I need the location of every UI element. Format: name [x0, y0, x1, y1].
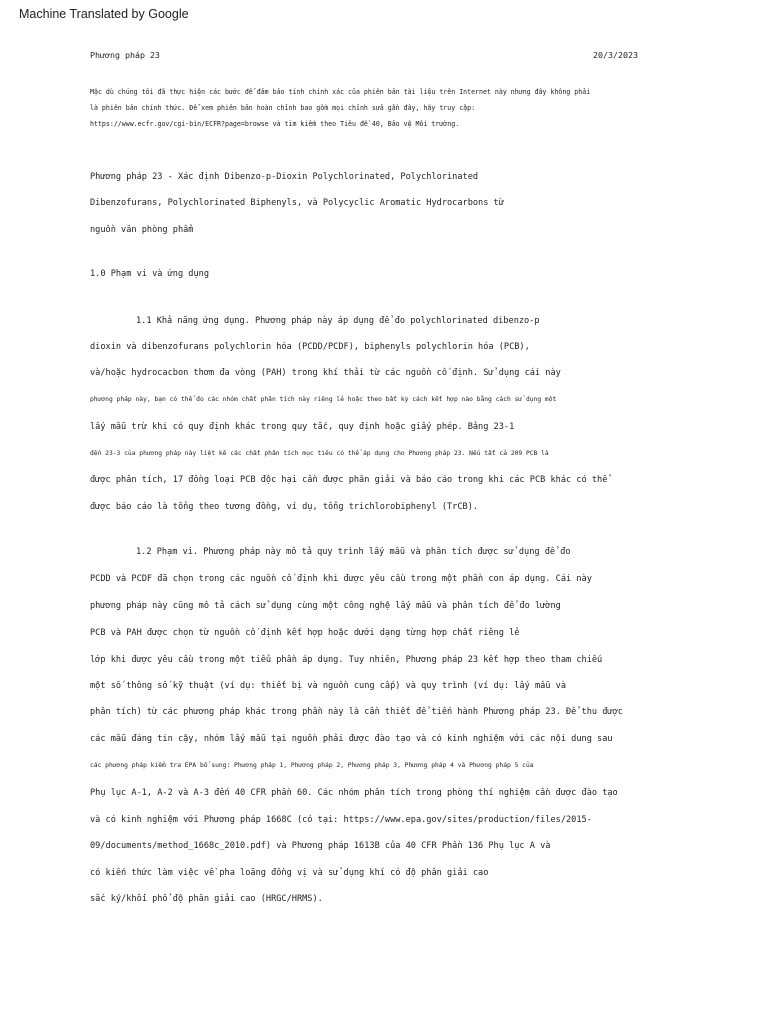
paragraph-line: sắc ký/khối phổ độ phân giải cao (HRGC/HRMS).: [90, 894, 323, 904]
paragraph-line: đến 23-3 của phương pháp này liệt kê các chất phân tích mục tiêu có thể áp dụng cho Phương pháp 23. Nếu tất cả 209 PCB là: [90, 450, 549, 457]
paragraph-line: 09/documents/method_1668c_2010.pdf) và Phương pháp 1613B của 40 CFR Phần 136 Phụ lục A và: [90, 841, 551, 851]
paragraph-line: và có kinh nghiệm với Phương pháp 1668C (có tại: https://www.epa.gov/sites/production/files/2015-: [90, 815, 592, 825]
paragraph-line: phân tích) từ các phương pháp khác trong phần này là cần thiết để tiến hành Phương pháp 23. Để thu được: [90, 707, 623, 717]
paragraph-line: lấy mẫu trừ khi có quy định khác trong quy tắc, quy định hoặc giấy phép. Bảng 23-1: [90, 422, 515, 432]
section-heading: 1.0 Phạm vi và ứng dụng: [90, 269, 209, 279]
paragraph-line: 1.2 Phạm vi. Phương pháp này mô tả quy trình lấy mẫu và phân tích được sử dụng để đo: [136, 547, 571, 557]
header-method-title: Phương pháp 23: [90, 50, 160, 60]
paragraph-line: các phương pháp kiểm tra EPA bổ sung: Phương pháp 1, Phương pháp 2, Phương pháp 3, Phương pháp 4 và Phương pháp 5 của: [90, 762, 534, 769]
paragraph-line: một số thông số kỹ thuật (ví dụ: thiết bị và nguồn cung cấp) và quy trình (ví dụ: lấy mẫu và: [90, 681, 566, 691]
machine-translated-banner: Machine Translated by Google: [19, 7, 189, 21]
paragraph-line: có kiến thức làm việc về pha loãng đồng vị và sử dụng khí có độ phân giải cao: [90, 868, 489, 878]
paragraph-line: dioxin và dibenzofurans polychlorin hóa (PCDD/PCDF), biphenyls polychlorin hóa (PCB),: [90, 342, 530, 352]
document-title-line: Dibenzofurans, Polychlorinated Biphenyls, và Polycyclic Aromatic Hydrocarbons từ: [90, 198, 504, 208]
paragraph-line: và/hoặc hydrocacbon thơm đa vòng (PAH) trong khí thải từ các nguồn cố định. Sử dụng cái này: [90, 368, 561, 378]
paragraph-line: Phụ lục A-1, A-2 và A-3 đến 40 CFR phần 60. Các nhóm phân tích trong phòng thí nghiệm cần được đào tạo: [90, 788, 618, 798]
paragraph-line: được phân tích, 17 đồng loại PCB độc hại cần được phân giải và báo cáo trong khi các PCB khác có thể: [90, 475, 608, 485]
paragraph-line: được báo cáo là tổng theo tương đồng, ví dụ, tổng trichlorobiphenyl (TrCB).: [90, 502, 479, 512]
document-title-line: Phương pháp 23 - Xác định Dibenzo-p-Dioxin Polychlorinated, Polychlorinated: [90, 172, 479, 182]
paragraph-line: PCDD và PCDF đã chọn trong các nguồn cố định khi được yêu cầu trong một phần con áp dụng. Cái này: [90, 574, 592, 584]
paragraph-line: phương pháp này cũng mô tả cách sử dụng cùng một công nghệ lấy mẫu và phân tích để đo lường: [90, 601, 561, 611]
paragraph-line: PCB và PAH được chọn từ nguồn cố định kết hợp hoặc dưới dạng từng hợp chất riêng lẻ: [90, 628, 520, 638]
disclaimer-line: là phiên bản chính thức. Để xem phiên bản hoàn chỉnh bao gồm mọi chỉnh sửa gần đây, hãy truy cập:: [90, 104, 476, 112]
paragraph-line: lớp khi được yêu cầu trong một tiểu phần áp dụng. Tuy nhiên, Phương pháp 23 kết hợp theo tham chiếu: [90, 655, 603, 665]
document-title-line: nguồn văn phòng phẩm: [90, 225, 194, 235]
paragraph-line: phương pháp này, bạn có thể đo các nhóm chất phân tích này riêng lẻ hoặc theo bất kỳ cách kết hợp nào bằng cách sử dụng một: [90, 396, 557, 403]
header-date: 20/3/2023: [593, 50, 638, 60]
paragraph-line: 1.1 Khả năng ứng dụng. Phương pháp này áp dụng để đo polychlorinated dibenzo-p: [136, 316, 540, 326]
paragraph-line: các mẫu đáng tin cậy, nhóm lấy mẫu tại nguồn phải được đào tạo và có kinh nghiệm với các nội dung sau: [90, 734, 613, 744]
disclaimer-line: Mặc dù chúng tôi đã thực hiện các bước để đảm bảo tính chính xác của phiên bản tài liệu trên Internet này nhưng đây không phải: [90, 88, 591, 96]
disclaimer-line: https://www.ecfr.gov/cgi-bin/ECFR?page=browse và tìm kiếm theo Tiêu đề 40, Bảo vệ Môi trường.: [90, 120, 460, 128]
